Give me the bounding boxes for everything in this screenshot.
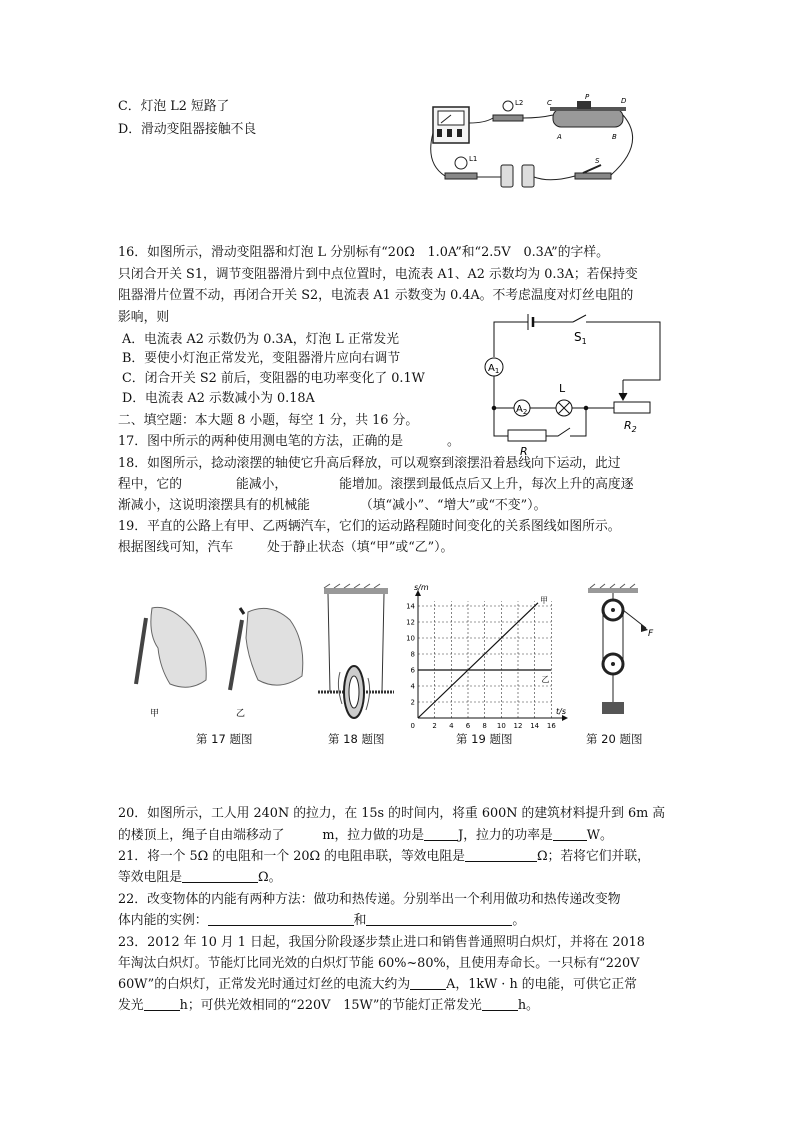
q23-l3b: A，1kW · h 的电能，可供它正常 [446,977,637,992]
y-tick-label: 6 [410,666,415,675]
x-tick-label: 14 [530,722,540,730]
y-axis-label: s/m [414,583,429,592]
q18-line3 [118,497,546,514]
q16-a1-label: $A_1$ [488,363,500,375]
q16-r1-label: R [520,445,528,458]
origin-label: 0 [410,722,415,730]
q23-l3a: 60W”的白炽灯，正常发光时通过灯丝的电流大约为 [118,977,411,992]
fig19-distance-time-chart [404,583,574,730]
q21-blank-1[interactable] [465,848,537,862]
q21-l1a: 21．将一个 5Ω 的电阻和一个 20Ω 的电阻串联，等效电阻是 [118,849,465,864]
q17-text [118,433,460,450]
q18-l2c: 能增加。滚摆到最低点后又上升，每次上升的高度逐 [339,477,634,492]
q15-label-p: P [585,93,590,101]
q23-line4 [118,997,539,1014]
q21-l2b: Ω。 [257,870,282,885]
x-tick-label: 16 [546,722,556,730]
q21-line2 [118,869,281,886]
q22-line1: 22．改变物体的内能有两种方法：做功和热传递。分别举出一个利用做功和热传递改变物 [118,892,621,907]
q23-line2: 年淘汰白炽灯。节能灯比同光效的白炽灯节能 60%~80%，且使用寿命长。一只标有“220V [118,956,640,971]
q20-blank-3[interactable] [553,827,587,841]
q16-circuit-diagram [478,312,668,458]
fig19-caption: 第 19 题图 [456,732,513,746]
q23-line3 [118,976,637,993]
q16-option-a: A．电流表 A2 示数仍为 0.3A，灯泡 L 正常发光 [122,332,400,347]
x-tick-label: 8 [482,722,487,730]
y-tick-label: 2 [410,698,415,707]
q15-label-c: C [547,99,552,107]
q23-blank-3[interactable] [482,997,518,1011]
q15-label-l1: L1 [469,155,478,163]
q22-blank-2[interactable] [366,912,512,926]
q15-label-s: S [595,157,600,165]
q20-l2b: m，拉力做的功是 [322,828,425,843]
x-tick-label: 12 [513,722,523,730]
q23-blank-1[interactable] [410,976,446,990]
q16-option-d: D．电流表 A2 示数减小为 0.18A [122,391,315,406]
q16-a2-label: $A_2$ [516,404,528,416]
q16-line4: 影响，则 [118,310,170,325]
q23-l4a: 发光 [118,998,144,1013]
y-tick-label: 12 [406,618,415,627]
fig17-label-right: 乙 [236,709,246,719]
q22-l2c: 。 [512,913,526,928]
q23-line1: 23．2012 年 10 月 1 日起，我国分阶段逐步禁止进口和销售普通照明白炽灯，并将在 2018 [118,935,645,950]
q19-line2 [118,539,453,556]
fig20-caption: 第 20 题图 [586,732,643,746]
q23-blank-2[interactable] [144,997,180,1011]
x-tick-label: 10 [496,722,506,730]
fig17-label-left: 甲 [150,709,160,719]
fig17-caption: 第 17 题图 [196,732,253,746]
q22-l2b: 和 [353,913,367,928]
q21-l2a: 等效电阻是 [118,870,182,885]
y-tick-label: 10 [406,634,415,643]
y-tick-label: 4 [410,682,415,691]
q16-s1-label: $S_1$ [574,330,587,346]
q15-label-d: D [621,97,627,105]
q19-line1: 19．平直的公路上有甲、乙两辆汽车，它们的运动路程随时间变化的关系图线如图所示。 [118,519,621,534]
q16-r2-label: $R_2$ [624,419,637,434]
q16-line1: 16．如图所示，滑动变阻器和灯泡 L 分别标有“20Ω 1.0A”和“2.5V 0.3A”的字样。 [118,245,609,260]
fig17-test-pen-hands [130,598,310,720]
fig20-pulley [586,588,656,720]
q20-l2a: 的楼顶上，绳子自由端移动了 [118,828,285,843]
x-tick-label: 6 [465,722,471,730]
q15-label-a: A [557,133,562,141]
series-label: 甲 [540,595,548,605]
q20-l2d: W。 [586,828,613,843]
q22-l2a: 体内能的实例： [118,913,208,928]
q22-blank-1[interactable] [208,912,354,926]
fig18-caption: 第 18 题图 [328,732,385,746]
q19-l2a: 根据图线可知，汽车 [118,540,234,555]
q15-option-c: C．灯泡 L2 短路了 [118,99,230,114]
q23-l4c: h。 [517,998,539,1013]
q15-label-l2: L2 [515,99,524,107]
y-tick-label: 8 [410,650,415,659]
q21-blank-2[interactable] [182,869,258,883]
q21-l1b: Ω；若将它们并联， [536,849,650,864]
q16-option-b: B．要使小灯泡正常发光，变阻器滑片应向右调节 [122,351,401,366]
q21-line1 [118,848,650,865]
q20-l2c: J，拉力的功率是 [458,828,553,843]
y-tick-label: 14 [406,602,415,611]
q18-line2 [118,476,634,493]
x-tick-label: 4 [449,722,454,730]
section-2-heading: 二、填空题：本大题 8 小题，每空 1 分，共 16 分。 [118,413,419,428]
q20-line2 [118,827,613,844]
q19-l2b: 处于静止状态（填“甲”或“乙”）。 [267,540,454,555]
x-tick-label: 2 [432,722,437,730]
x-axis-label: t/s [556,707,566,716]
q15-circuit-figure [425,93,650,193]
q18-l3b: （填“减小”、“增大”或“不变”）。 [359,498,547,513]
q18-line1: 18．如图所示，捻动滚摆的轴使它升高后释放，可以观察到滚摆沿着悬线向下运动，此过 [118,456,621,471]
q16-option-c: C．闭合开关 S2 前后，变阻器的电功率变化了 0.1W [122,371,425,386]
q15-option-d: D．滑动变阻器接触不良 [118,122,257,137]
q18-l2a: 程中，它的 [118,477,182,492]
series-line-jia [418,603,538,718]
fig20-force-label: F [648,629,654,639]
series-label: 乙 [541,675,550,684]
q15-label-b: B [612,133,617,141]
q16-line2: 只闭合开关 S1，调节变阻器滑片到中点位置时，电流表 A1、A2 示数均为 0.3A；若保持变 [118,267,638,282]
fig18-maxwell-wheel [316,588,396,722]
q20-line1: 20．如图所示，工人用 240N 的拉力，在 15s 的时间内，将重 600N 的建筑材料提升到 6m 高 [118,806,666,821]
q17-end: 。 [447,434,460,449]
q23-l4b: h；可供光效相同的“220V 15W”的节能灯正常发光 [179,998,482,1013]
q16-l-label: L [559,382,566,395]
q20-blank-2[interactable] [424,827,458,841]
q18-l2b: 能减小， [235,477,288,492]
q18-l3a: 渐减小，这说明滚摆具有的机械能 [118,498,310,513]
q16-line3: 阻器滑片位置不动，再闭合开关 S2，电流表 A1 示数变为 0.4A。不考虑温度对灯丝电阻的 [118,288,634,303]
q17-stem: 17．图中所示的两种使用测电笔的方法，正确的是 [118,434,404,449]
q22-line2 [118,912,525,929]
